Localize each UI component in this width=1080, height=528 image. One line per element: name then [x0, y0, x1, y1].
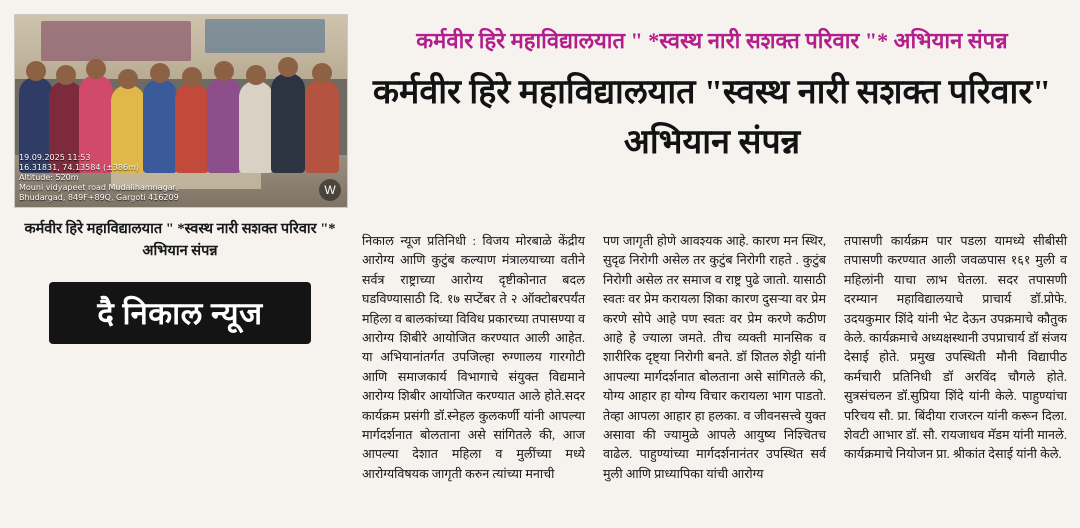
- page-title: कर्मवीर हिरे महाविद्यालयात "स्वस्थ नारी सशक्त परिवार" अभियान संपन्न: [372, 74, 1052, 161]
- article-paragraph: तपासणी कार्यक्रम पार पडला यामध्ये सीबीसी तपासणी करण्यात आली जवळपास १६१ मुली व महिलांनी याचा लाभ घेतला. सदर तपासणी दरम्यान महाविद्यालयाचे प्राचार्य डॉ.प्रोफे. उदयकुमार शिंदे यांनी भेट देऊन उपक्रमाचे कौतुक केले. कार्यक्रमाचे अध्यक्षस्थानी उपप्राचार्य डॉ संजय देसाई होते. प्रमुख उपस्थिती मौनी विद्यापीठ कर्मचारी प्रतिनिधी डॉ अरविंद चौगले होते. सुत्रसंचलन डॉ.सुप्रिया शिंदे यांनी केले. पाहुण्यांचा परिचय सौ. प्रा. बिंदीया राजरत्न यांनी करून दिला. शेवटी आभार डॉ. सौ. रायजाधव मॅडम यांनी मानले. कार्यक्रमाचे नियोजन प्रा. श्रीकांत देसाई यांनी केले.: [844, 234, 1067, 462]
- stamp-line: Bhudargad, 849F+89Q, Gargoti 416209: [19, 193, 179, 202]
- photo-caption: कर्मवीर हिरे महाविद्यालयात " *स्वस्थ नारी सशक्त परिवार "* अभियान संपन्न: [24, 221, 336, 259]
- photo-banner-left: [41, 21, 191, 61]
- left-column: [14, 14, 346, 344]
- headline-kicker: कर्मवीर हिरे महाविद्यालयात " *स्वस्थ नारी सशक्त परिवार "* अभियान संपन्न: [416, 28, 1008, 53]
- photo-banner-right: [205, 19, 325, 53]
- stamp-line: Mouni vidyapeet road Mudalihamnagar,: [19, 183, 179, 192]
- article-paragraph: निकाल न्यूज प्रतिनिधी : विजय मोरबाळे केंद्रीय आरोग्य आणि कुटुंब कल्याण मंत्रालयाच्या वतीने सर्वत्र राष्ट्राच्या आरोग्य दृष्टीकोनात बदल घडविण्यासाठी दि. १७ सप्टेंबर ते २ ऑक्टोबरपर्यंत महिला व बालकांच्या विविध प्रकारच्या तपासण्या व आरोग्य शिबीरे आयोजित करण्यात आली आहेत. या अभियानांतर्गत उपजिल्हा रुग्णालय गारगोटी आणि समाजकार्य विभागाचे संयुक्त विद्यमाने आरोग्य शिबीर आयोजित करण्यात आले होते.सदर कार्यक्रम प्रसंगी डॉ.स्नेहल कुलकर्णी यांनी आपल्या मार्गदर्शनात बोलताना असे सांगितले की, आज आपल्या देशात महिला व मुलींच्या मध्ये आरोग्यविषयक जागृती करुन त्यांच्या मनाची: [362, 234, 585, 481]
- photo-person: [305, 79, 339, 173]
- photo-person: [239, 81, 273, 173]
- photo-person: [271, 73, 305, 173]
- photo-person: [207, 77, 241, 173]
- stamp-line: Altitude: 520m: [19, 173, 79, 182]
- stamp-line: 19.09.2025 11:53: [19, 153, 91, 162]
- event-photo: [14, 14, 348, 208]
- article-column-1: [362, 232, 585, 484]
- article-paragraph: पण जागृती होणे आवश्यक आहे. कारण मन स्थिर, सुदृढ निरोगी असेल तर कुटुंब निरोगी राहते . कुटुंब निरोगी असेल तर समाज व राष्ट्र पुढे जातो. यासाठी स्वतः वर प्रेम करायला शिका कारण दुसऱ्या वर प्रेम करणे सोपे आहे पण स्वतः वर प्रेम करणे कठीण आहे हे ज्याला जमते. तीच व्यक्ती मानसिक व शारीरिक दृष्ट्या निरोगी बनते. डॉ शितल शेट्टी यांनी आपल्या मार्गदर्शनात बोलताना असे सांगितले की, योग्य आहार हा योग्य विचार करायला भाग पाडतो. तेव्हा आपला आहार हा हलका. व जीवनसत्त्वे युक्त असावा की ज्यामुळे आपले आयुष्य निश्चितच वाढेल. पाहुण्यांच्या मार्गदर्शनानंतर उपस्थित सर्व मुली आणि प्राध्यापिका यांची आरोग्य: [603, 234, 826, 481]
- photo-geo-stamp: [19, 153, 179, 203]
- newspaper-logo: दै निकाल न्यूज: [49, 282, 311, 344]
- photo-person: [175, 83, 209, 173]
- stamp-line: 16.31831, 74.13584 (±386m): [19, 163, 139, 172]
- watermark-icon: W: [319, 179, 341, 201]
- article-column-2: [603, 232, 826, 484]
- article-column-3: [844, 232, 1067, 484]
- article-body: [362, 232, 1068, 484]
- headline-block: [362, 24, 1062, 168]
